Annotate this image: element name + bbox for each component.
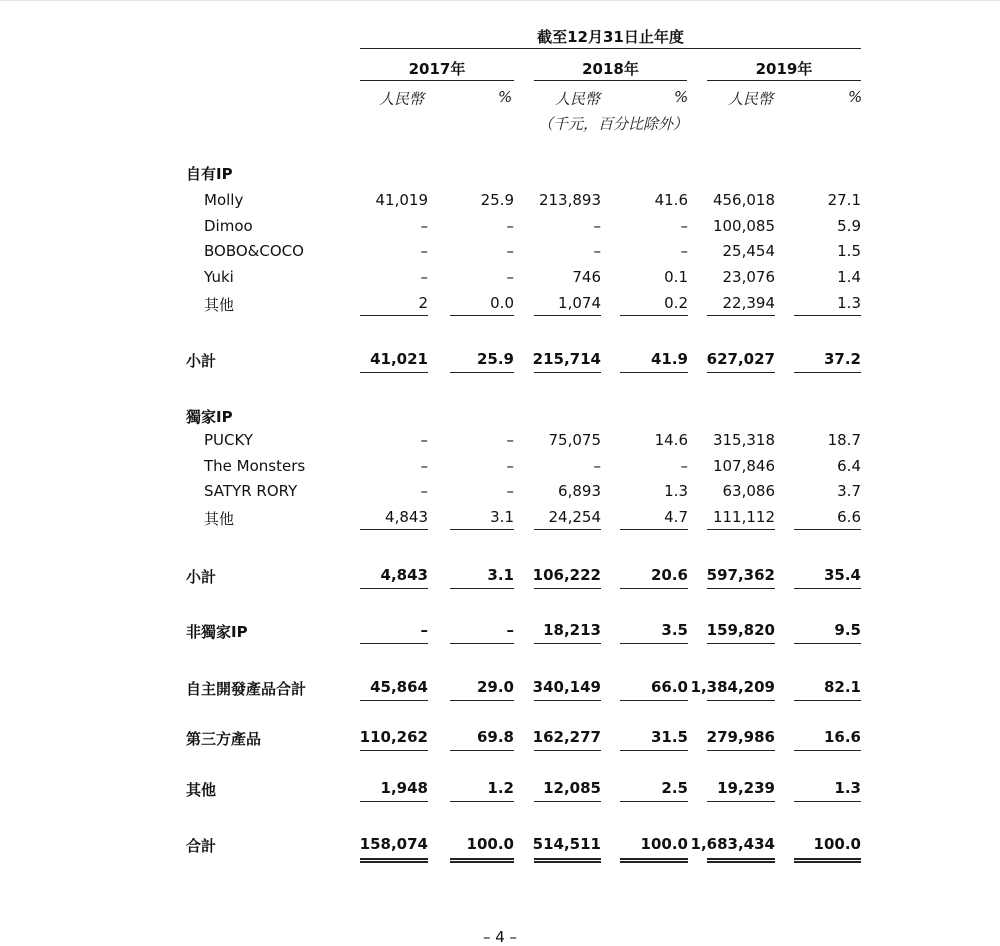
row-own-2-value-3: –	[680, 242, 688, 260]
summary-rule-non_exclusive-0	[360, 643, 428, 644]
subtotal-rule-own-1	[450, 372, 514, 373]
row-own-4-value-2: 1,074	[558, 294, 601, 312]
summary-label-self_developed_total: 自主開發產品合計	[186, 680, 307, 698]
subtotal-rule-own-4	[707, 372, 775, 373]
row-own-0-value-5: 27.1	[827, 191, 861, 209]
row-own-0-value-2: 213,893	[538, 191, 601, 209]
total-value-5: 100.0	[813, 835, 861, 853]
summary-third_party-value-5: 16.6	[823, 728, 861, 746]
subtotal-own-value-2: 215,714	[532, 350, 601, 368]
summary-rule-third_party-1	[450, 750, 514, 751]
summary-rule-third_party-2	[534, 750, 601, 751]
row-exclusive-3-value-3: 4.7	[664, 508, 688, 526]
row-exclusive-2-value-5: 3.7	[837, 482, 861, 500]
row-exclusive-2-value-1: –	[506, 482, 514, 500]
row-label-own-4: 其他	[204, 296, 235, 314]
subtotal-rule-exclusive-0	[360, 588, 428, 589]
row-own-3-value-4: 23,076	[722, 268, 775, 286]
summary-rule-self_developed_total-5	[794, 700, 861, 701]
row-exclusive-2-value-2: 6,893	[558, 482, 601, 500]
total-value-3: 100.0	[640, 835, 688, 853]
subtotal-exclusive-value-5: 35.4	[823, 566, 861, 584]
row-own-2-value-2: –	[593, 242, 601, 260]
total-value-4: 1,683,434	[690, 835, 775, 853]
row-label-own-3: Yuki	[204, 268, 234, 286]
summary-rule-others-5	[794, 801, 861, 802]
summary-third_party-value-0: 110,262	[359, 728, 428, 746]
total-double-rule-1	[450, 858, 514, 863]
section-rule-exclusive-1	[450, 529, 514, 530]
summary-rule-others-4	[707, 801, 775, 802]
summary-others-value-3: 2.5	[661, 779, 688, 797]
row-exclusive-0-value-2: 75,075	[548, 431, 601, 449]
summary-rule-non_exclusive-2	[534, 643, 601, 644]
section-rule-own-5	[794, 315, 861, 316]
summary-non_exclusive-value-5: 9.5	[834, 621, 861, 639]
subtotal-own-value-1: 25.9	[476, 350, 514, 368]
summary-rule-non_exclusive-4	[707, 643, 775, 644]
section-title-own: 自有IP	[186, 165, 233, 183]
summary-third_party-value-1: 69.8	[476, 728, 514, 746]
row-label-exclusive-0: PUCKY	[204, 431, 253, 449]
year-2017-rule	[360, 80, 514, 81]
row-own-1-value-2: –	[593, 217, 601, 235]
row-own-0-value-0: 41,019	[375, 191, 428, 209]
summary-self_developed_total-value-3: 66.0	[650, 678, 688, 696]
row-exclusive-3-value-5: 6.6	[837, 508, 861, 526]
row-label-own-0: Molly	[204, 191, 244, 209]
summary-self_developed_total-value-4: 1,384,209	[690, 678, 775, 696]
subtotal-exclusive-value-4: 597,362	[706, 566, 775, 584]
summary-others-value-2: 12,085	[543, 779, 601, 797]
year-2017-header: 2017年	[408, 60, 466, 78]
row-own-4-value-4: 22,394	[722, 294, 775, 312]
year-2018-rule	[534, 80, 687, 81]
total-double-rule-3	[620, 858, 688, 863]
row-own-2-value-1: –	[506, 242, 514, 260]
row-exclusive-1-value-3: –	[680, 457, 688, 475]
summary-rule-non_exclusive-1	[450, 643, 514, 644]
summary-self_developed_total-value-0: 45,864	[370, 678, 428, 696]
total-label: 合計	[186, 837, 217, 855]
top-edge-rule	[0, 0, 1000, 1]
row-exclusive-0-value-0: –	[420, 431, 428, 449]
row-own-3-value-3: 0.1	[664, 268, 688, 286]
summary-non_exclusive-value-0: –	[420, 621, 428, 639]
summary-non_exclusive-value-4: 159,820	[706, 621, 775, 639]
row-label-own-1: Dimoo	[204, 217, 253, 235]
row-own-4-value-0: 2	[418, 294, 428, 312]
summary-rule-self_developed_total-1	[450, 700, 514, 701]
row-own-3-value-2: 746	[572, 268, 601, 286]
summary-label-non_exclusive: 非獨家IP	[186, 623, 248, 641]
year-2019-rule	[707, 80, 861, 81]
row-exclusive-2-value-4: 63,086	[722, 482, 775, 500]
row-label-exclusive-2: SATYR RORY	[204, 482, 298, 500]
total-double-rule-0	[360, 858, 428, 863]
row-own-2-value-5: 1.5	[837, 242, 861, 260]
subtotal-exclusive-value-0: 4,843	[380, 566, 428, 584]
summary-others-value-1: 1.2	[487, 779, 514, 797]
summary-rule-non_exclusive-3	[620, 643, 688, 644]
subtotal-rule-own-2	[534, 372, 601, 373]
year-2019-header: 2019年	[755, 60, 813, 78]
section-title-exclusive: 獨家IP	[186, 408, 233, 426]
summary-rule-third_party-0	[360, 750, 428, 751]
row-own-0-value-3: 41.6	[654, 191, 688, 209]
summary-label-third_party: 第三方產品	[186, 730, 262, 748]
summary-rule-others-1	[450, 801, 514, 802]
summary-non_exclusive-value-1: –	[506, 621, 514, 639]
summary-rule-others-0	[360, 801, 428, 802]
row-exclusive-2-value-3: 1.3	[664, 482, 688, 500]
row-label-exclusive-3: 其他	[204, 510, 235, 528]
section-rule-own-3	[620, 315, 688, 316]
summary-rule-non_exclusive-5	[794, 643, 861, 644]
summary-rule-others-3	[620, 801, 688, 802]
subtotal-rule-own-3	[620, 372, 688, 373]
summary-rule-self_developed_total-0	[360, 700, 428, 701]
unit-amount-2019: 人民幣	[728, 90, 774, 108]
summary-rule-third_party-5	[794, 750, 861, 751]
total-value-2: 514,511	[532, 835, 601, 853]
subtotal-rule-exclusive-4	[707, 588, 775, 589]
section-rule-own-1	[450, 315, 514, 316]
subtotal-exclusive-value-1: 3.1	[487, 566, 514, 584]
section-rule-exclusive-4	[707, 529, 775, 530]
row-own-1-value-0: –	[420, 217, 428, 235]
summary-label-others: 其他	[186, 781, 217, 799]
summary-self_developed_total-value-5: 82.1	[823, 678, 861, 696]
row-own-3-value-5: 1.4	[837, 268, 861, 286]
total-value-0: 158,074	[359, 835, 428, 853]
unit-pct-2019: %	[848, 88, 863, 106]
row-label-own-2: BOBO&COCO	[204, 242, 304, 260]
total-double-rule-2	[534, 858, 601, 863]
row-own-0-value-1: 25.9	[480, 191, 514, 209]
row-exclusive-0-value-5: 18.7	[827, 431, 861, 449]
row-exclusive-2-value-0: –	[420, 482, 428, 500]
row-own-1-value-3: –	[680, 217, 688, 235]
summary-rule-self_developed_total-3	[620, 700, 688, 701]
row-own-4-value-1: 0.0	[490, 294, 514, 312]
row-exclusive-0-value-3: 14.6	[654, 431, 688, 449]
subtotal-rule-exclusive-2	[534, 588, 601, 589]
row-own-3-value-0: –	[420, 268, 428, 286]
row-own-1-value-4: 100,085	[712, 217, 775, 235]
unit-pct-2017: %	[498, 88, 513, 106]
subtotal-rule-exclusive-5	[794, 588, 861, 589]
row-exclusive-1-value-2: –	[593, 457, 601, 475]
section-rule-own-0	[360, 315, 428, 316]
summary-non_exclusive-value-2: 18,213	[543, 621, 601, 639]
section-rule-exclusive-5	[794, 529, 861, 530]
row-exclusive-1-value-5: 6.4	[837, 457, 861, 475]
page-number: – 4 –	[482, 928, 518, 946]
summary-third_party-value-3: 31.5	[650, 728, 688, 746]
summary-self_developed_total-value-2: 340,149	[532, 678, 601, 696]
period-header: 截至12月31日止年度	[537, 28, 684, 46]
summary-rule-self_developed_total-4	[707, 700, 775, 701]
row-label-exclusive-1: The Monsters	[204, 457, 306, 475]
summary-rule-third_party-4	[707, 750, 775, 751]
subtotal-label-exclusive: 小計	[186, 568, 217, 586]
summary-third_party-value-2: 162,277	[532, 728, 601, 746]
subtotal-rule-exclusive-3	[620, 588, 688, 589]
year-2018-header: 2018年	[582, 60, 639, 78]
subtotal-exclusive-value-3: 20.6	[650, 566, 688, 584]
subtotal-own-value-4: 627,027	[706, 350, 775, 368]
row-exclusive-1-value-4: 107,846	[712, 457, 775, 475]
summary-others-value-0: 1,948	[380, 779, 428, 797]
subtotal-own-value-3: 41.9	[650, 350, 688, 368]
section-rule-exclusive-2	[534, 529, 601, 530]
subtotal-label-own: 小計	[186, 352, 217, 370]
row-exclusive-3-value-4: 111,112	[712, 508, 775, 526]
row-own-4-value-3: 0.2	[664, 294, 688, 312]
row-own-2-value-4: 25,454	[722, 242, 775, 260]
row-exclusive-0-value-4: 315,318	[712, 431, 775, 449]
unit-pct-2018: %	[674, 88, 689, 106]
summary-rule-third_party-3	[620, 750, 688, 751]
row-own-3-value-1: –	[506, 268, 514, 286]
unit-amount-2017: 人民幣	[379, 90, 425, 108]
subtotal-exclusive-value-2: 106,222	[532, 566, 601, 584]
summary-non_exclusive-value-3: 3.5	[661, 621, 688, 639]
row-own-2-value-0: –	[420, 242, 428, 260]
summary-others-value-4: 19,239	[717, 779, 775, 797]
summary-rule-others-2	[534, 801, 601, 802]
summary-others-value-5: 1.3	[834, 779, 861, 797]
subtotal-own-value-5: 37.2	[823, 350, 861, 368]
row-exclusive-3-value-2: 24,254	[548, 508, 601, 526]
subtotal-rule-exclusive-1	[450, 588, 514, 589]
row-exclusive-0-value-1: –	[506, 431, 514, 449]
subtotal-rule-own-0	[360, 372, 428, 373]
total-double-rule-4	[707, 858, 775, 863]
summary-self_developed_total-value-1: 29.0	[476, 678, 514, 696]
section-rule-own-4	[707, 315, 775, 316]
subtotal-rule-own-5	[794, 372, 861, 373]
row-own-4-value-5: 1.3	[837, 294, 861, 312]
subtotal-own-value-0: 41,021	[370, 350, 428, 368]
row-exclusive-3-value-0: 4,843	[385, 508, 428, 526]
section-rule-exclusive-3	[620, 529, 688, 530]
unit-note: （千元，百分比除外）	[538, 115, 689, 133]
period-header-rule	[360, 48, 861, 49]
total-double-rule-5	[794, 858, 861, 863]
total-value-1: 100.0	[466, 835, 514, 853]
row-exclusive-1-value-0: –	[420, 457, 428, 475]
row-own-0-value-4: 456,018	[712, 191, 775, 209]
row-exclusive-1-value-1: –	[506, 457, 514, 475]
summary-third_party-value-4: 279,986	[706, 728, 775, 746]
row-own-1-value-5: 5.9	[837, 217, 861, 235]
unit-amount-2018: 人民幣	[555, 90, 601, 108]
section-rule-own-2	[534, 315, 601, 316]
row-exclusive-3-value-1: 3.1	[490, 508, 514, 526]
row-own-1-value-1: –	[506, 217, 514, 235]
section-rule-exclusive-0	[360, 529, 428, 530]
summary-rule-self_developed_total-2	[534, 700, 601, 701]
